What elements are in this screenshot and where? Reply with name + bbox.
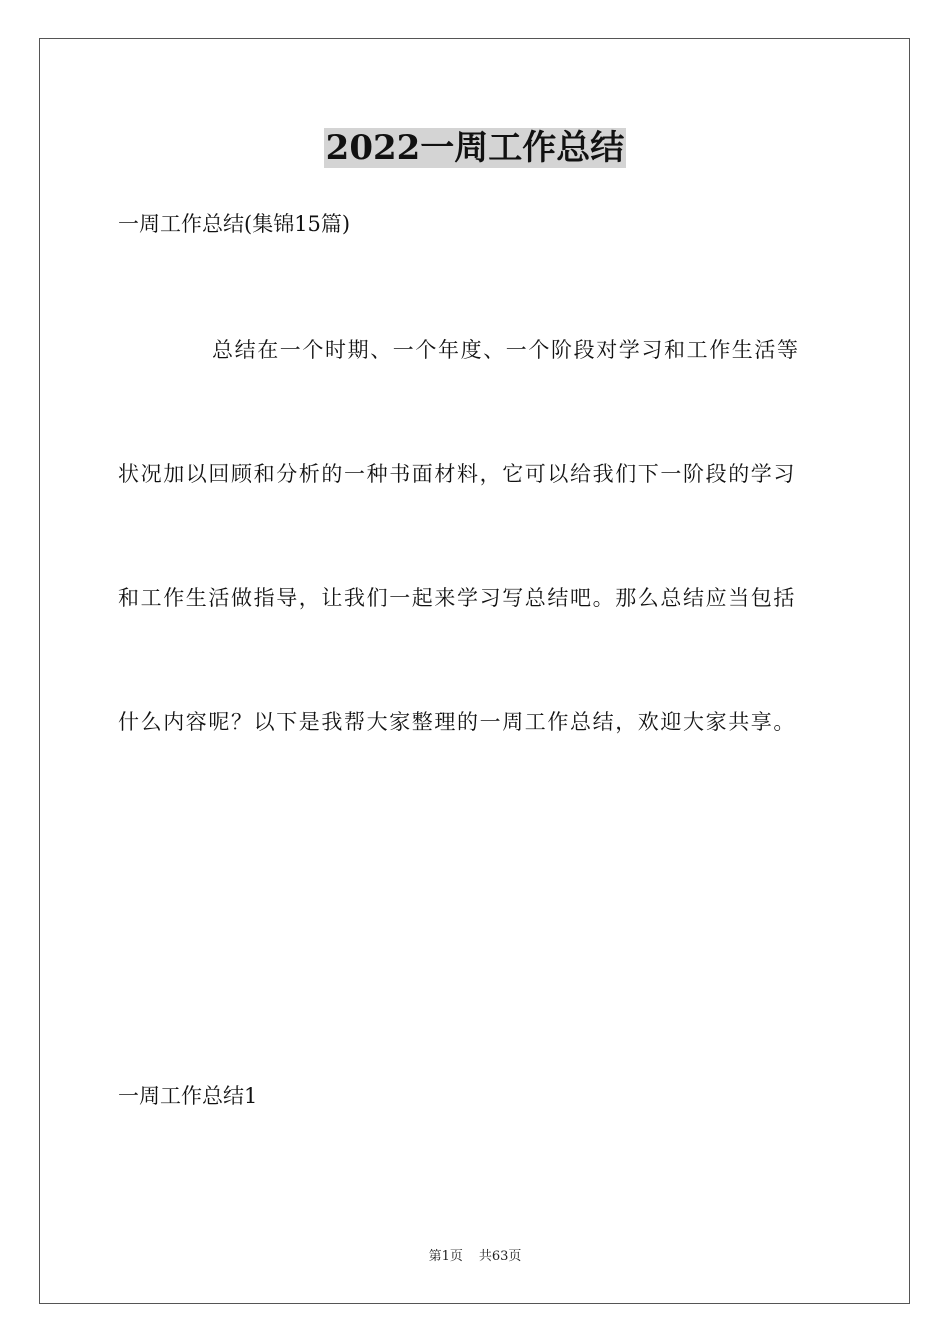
section-heading: 一周工作总结1: [118, 1084, 258, 1108]
intro-paragraph-line: 和工作生活做指导，让我们一起来学习写总结吧。那么总结应当包括: [118, 586, 796, 610]
page-number: 第1页: [428, 1249, 463, 1264]
document-title-text: 2022一周工作总结: [325, 128, 625, 168]
document-subtitle: 一周工作总结(集锦15篇): [118, 212, 351, 236]
intro-paragraph-line: 状况加以回顾和分析的一种书面材料，它可以给我们下一阶段的学习: [118, 462, 796, 486]
document-title: [0, 124, 950, 172]
intro-paragraph-line: 总结在一个时期、一个年度、一个阶段对学习和工作生活等: [212, 338, 800, 362]
intro-paragraph-line: 什么内容呢？以下是我帮大家整理的一周工作总结，欢迎大家共享。: [118, 710, 796, 734]
page-total: 共63页: [478, 1249, 522, 1264]
page-footer: [0, 1247, 950, 1267]
